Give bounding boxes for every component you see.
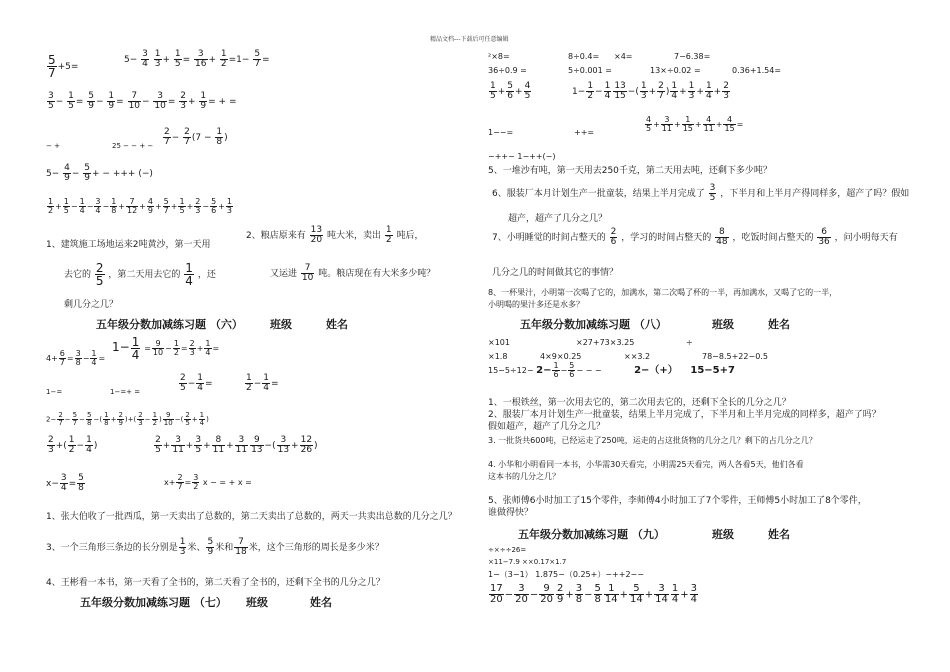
fraction: $\frac{3}{2}$ xyxy=(193,473,199,491)
fraction: $\frac{5}{8}$ xyxy=(87,411,92,427)
section-8-class: 班级 xyxy=(712,318,734,331)
fraction: $\frac{5}{7}$ xyxy=(254,49,261,69)
fraction: $\frac{5}{6}$ xyxy=(211,197,217,215)
right-row-5: −++− 1−++(−) xyxy=(488,152,556,161)
s8-row-1-b: ×27+73×3.25 xyxy=(576,338,635,347)
left-row-3a: − + xyxy=(46,142,60,150)
fraction: $\frac{17}{20}$ xyxy=(490,583,503,605)
s6-problem-3: 3、一个三角形三条边的长分别是 $\frac{1}{3}$ 米、 $\frac{5}{9}$ 米和 $\frac{7}{18}$ 米，这个三角形的周长是多少米？ xyxy=(46,537,384,557)
right-row-1-d: 7−6.38= xyxy=(674,52,711,61)
fraction: $\frac{3}{8}$ xyxy=(575,583,583,605)
left-row-2: $\frac{3}{5}$ − $\frac{1}{5}$ = $\frac{5}{9}$ − $\frac{1}{9}$ = $\frac{7}{10}$ − $\frac{3}{10}$ = $\frac{2}{3}$ + $\frac{1}{9}$ = + = xyxy=(48,91,237,111)
fraction: $\frac{5}{9}$ xyxy=(88,91,95,111)
fraction: $\frac{4}{11}$ xyxy=(703,115,714,133)
problem-2-b xyxy=(270,264,435,283)
fraction: $\frac{13}{15}$ xyxy=(614,81,626,101)
fraction: $\frac{1}{6}$ xyxy=(553,361,559,379)
s6-row-5b: x+ $\frac{2}{7}$ = $\frac{3}{2}$ x − = + x = xyxy=(164,473,252,491)
right-row-2-d: 0.36+1.54= xyxy=(732,66,782,75)
fraction: $\frac{2}{3}$ xyxy=(180,91,187,111)
fraction: $\frac{1}{5}$ xyxy=(63,197,69,215)
fraction: $\frac{3}{5}$ xyxy=(48,91,54,111)
section-6-class: 班级 xyxy=(270,318,292,331)
fraction: $\frac{7}{10}$ xyxy=(128,91,141,111)
left-row-5: $\frac{1}{2}$ + $\frac{1}{5}$ − $\frac{1}{4}$ − $\frac{3}{4}$ − $\frac{1}{8}$ + $\frac{7}{12}$ + $\frac{4}{9}$ + $\frac{5}{7}$ + $\frac{1}{5}$ + $\frac{2}{3}$ − $\frac{5}{6}$ + $\frac{1}{3}$ xyxy=(48,197,232,215)
fraction: $\frac{2}{5}$ xyxy=(185,411,190,427)
fraction: $\frac{5}{14}$ xyxy=(630,583,643,605)
s8-row-2-d: 78−8.5+22−0.5 xyxy=(702,352,768,361)
fraction: $\frac{1}{3}$ xyxy=(640,81,647,101)
fraction: $\frac{4}{15}$ xyxy=(724,115,735,133)
fraction: $\frac{1}{4}$ xyxy=(131,335,140,362)
right-row-4-a: 1−−= xyxy=(488,128,514,137)
fraction: $\frac{2}{3}$ xyxy=(48,435,54,455)
section-7-name: 姓名 xyxy=(310,596,332,609)
s6-problem-4: 4、王彬看一本书，第一天看了全书的，第二天看了全书的，还剩下全书的几分之几？ xyxy=(46,578,385,588)
s6-row-5a: x− $\frac{3}{4}$ = $\frac{5}{8}$ xyxy=(46,473,84,493)
fraction: $\frac{4}{9}$ xyxy=(64,163,70,183)
fraction: $\frac{2}{9}$ xyxy=(556,583,564,605)
fraction: $\frac{5}{6}$ xyxy=(507,81,514,101)
right-problem-8-a: 8、一杯果汁，小明第一次喝了它的，加满水，第二次喝了杯的一半，再加满水，又喝了它的一半， xyxy=(488,288,838,297)
fraction: $\frac{1}{4}$ xyxy=(199,411,205,427)
right-problem-8-b: 小明喝的果汁多还是水多？ xyxy=(488,300,584,309)
fraction: $\frac{3}{8}$ xyxy=(75,349,81,367)
fraction: $\frac{3}{20}$ xyxy=(515,583,528,605)
fraction: $\frac{2}{7}$ xyxy=(658,81,664,101)
section-6-title: 五年级分数加减练习题 （六） xyxy=(96,318,243,331)
section-6-name: 姓名 xyxy=(326,318,348,331)
left-row-1-eq: 5− $\frac{3}{4}$ $\frac{1}{3}$ + $\frac{1}{5}$ = $\frac{3}{16}$ + $\frac{1}{2}$ =1− $\frac{5}{7}$ = xyxy=(124,49,270,69)
problem-2-text: 又运进 xyxy=(270,269,298,279)
page-header: 精品文档---下载后可任意编辑 xyxy=(430,36,509,43)
fraction: $\frac{1}{4}$ xyxy=(79,197,85,215)
fraction: $\frac{7}{18}$ xyxy=(235,537,247,557)
fraction: $\frac{1}{3}$ xyxy=(688,81,695,101)
fraction: $\frac{2}{7}$ xyxy=(58,411,63,427)
fraction: $\frac{1}{14}$ xyxy=(604,583,618,605)
problem-2-text: 吨后， xyxy=(396,231,424,241)
fraction: $\frac{1}{4}$ xyxy=(91,349,97,367)
problem-1-text: ，第二天用去它的 xyxy=(108,270,181,280)
fraction: $\frac{1}{2}$ xyxy=(68,435,75,455)
fraction: $\frac{7}{10}$ xyxy=(301,263,314,283)
fraction: $\frac{1}{9}$ xyxy=(200,91,207,111)
problem-7-text: 7、小明睡觉的时间占整天的 xyxy=(492,233,606,243)
fraction: $\frac{1}{2}$ xyxy=(385,225,392,245)
fraction: $\frac{5}{6}$ xyxy=(569,361,575,379)
s6-row-2b: 1−=+ = xyxy=(110,388,141,396)
right-row-3: $\frac{1}{5}$ + $\frac{5}{6}$ + $\frac{4}{5}$ 1− $\frac{1}{2}$ − $\frac{1}{4}$ $\frac{13}{15}$ −( $\frac{1}{3}$ + $\frac{2}{7}$ ) $\frac{1}{4}$ + $\frac{1}{3}$ + $\frac{1}{4}$ + $\frac{2}{3}$ xyxy=(490,81,729,101)
problem-7-text: ，学习的时间占整天的 xyxy=(621,233,712,243)
section-7-class: 班级 xyxy=(246,596,268,609)
fraction: $\frac{5}{7}$ xyxy=(163,197,169,215)
right-problem-5: 5、一堆沙有吨，第一天用去250千克，第二天用去吨，还剩下多少吨？ xyxy=(488,166,772,176)
section-8-title: 五年级分数加减练习题 （八） xyxy=(520,318,667,331)
fraction: $\frac{7}{12}$ xyxy=(126,197,138,215)
s6-row-2c: $\frac{2}{5}$ − $\frac{1}{4}$ = xyxy=(180,373,213,393)
problem-7-text: ，问小明每天有 xyxy=(834,233,898,243)
section-8-name: 姓名 xyxy=(768,318,790,331)
fraction: $\frac{2}{7}$ xyxy=(164,127,170,147)
fraction: $\frac{5}{7}$ xyxy=(72,411,78,427)
right-problem-7-e: 几分之几的时间做其它的事情？ xyxy=(492,268,619,278)
right-problem-6-c: 超产，超产了几分之几？ xyxy=(508,214,608,224)
fraction: $\frac{1}{5}$ xyxy=(490,81,496,101)
fraction: $\frac{3}{11}$ xyxy=(172,435,184,455)
fraction: $\frac{1}{2}$ xyxy=(173,339,179,357)
fraction: $\frac{3}{10}$ xyxy=(154,91,166,111)
s9-row-4: $\frac{17}{20}$ − $\frac{3}{20}$ − $\frac{9}{20}$ $\frac{2}{9}$ + $\frac{3}{8}$ − $\frac{5}{8}$ $\frac{1}{14}$ + $\frac{5}{14}$ + $\frac{3}{14}$ $\frac{1}{4}$ + $\frac{3}{4}$ xyxy=(490,583,698,605)
s8-problem-2: 2、服装厂本月计划生产一批童装，结果上半月完成了，下半月和上半月完成的同样多，超产了吗？ xyxy=(488,410,881,420)
fraction: $\frac{2}{3}$ xyxy=(195,197,201,215)
right-row-1-b: 8÷0.4= xyxy=(568,52,600,61)
problem-2-text: 吨。粮店现在有大米多少吨？ xyxy=(318,269,436,279)
fraction: $\frac{3}{4}$ xyxy=(60,473,67,493)
s8-problem-5: 5、张师傅6小时加工了15个零件，李师傅4小时加工了7个零件，王师傅5小时加工了8个零件， xyxy=(488,496,867,506)
fraction: $\frac{1}{4}$ xyxy=(671,81,678,101)
fraction: $\frac{3}{14}$ xyxy=(655,583,668,605)
s8-problem-3: 3. 一批货共600吨，已经运走了250吨，运走的占这批货物的几分之几？剩下的占几分之几？ xyxy=(488,436,817,445)
section-9-title: 五年级分数加减练习题 （九） xyxy=(518,528,665,541)
fraction: $\frac{3}{11}$ xyxy=(235,435,248,455)
fraction: $\frac{5}{9}$ xyxy=(84,163,91,183)
fraction: $\frac{1}{3}$ xyxy=(154,49,161,69)
left-row-3c: $\frac{2}{7}$ − $\frac{2}{7}$ (7 − $\frac{1}{8}$ ) xyxy=(164,127,228,147)
s8-problem-4b: 这本书的几分之几？ xyxy=(488,472,560,481)
fraction: $\frac{9}{10}$ xyxy=(152,339,164,357)
fraction: $\frac{1}{3}$ xyxy=(226,197,232,215)
s6-row-2d: $\frac{1}{2}$ − $\frac{1}{4}$ = xyxy=(246,373,279,393)
fraction: $\frac{5}{8}$ xyxy=(594,583,601,605)
right-row-4-b: ++= xyxy=(574,128,595,137)
s8-row-1-c: ÷ xyxy=(686,338,693,347)
fraction: $\frac{1}{2}$ xyxy=(587,81,594,101)
fraction: $\frac{1}{3}$ xyxy=(179,537,186,557)
section-9-class: 班级 xyxy=(712,528,734,541)
fraction: $\frac{2}{5}$ xyxy=(180,373,186,393)
s6-row-3: 2− $\frac{2}{7}$ − $\frac{5}{7}$ − $\frac{5}{8}$ −( $\frac{1}{8}$ + $\frac{2}{9}$ )+( $\frac{2}{3}$ − $\frac{1}{2}$ ) $\frac{9}{10}$ −( $\frac{2}{5}$ + $\frac{1}{4}$ ) xyxy=(46,411,209,427)
problem-6-text: ，下半月和上半月产得同样多，超产了吗？假如 xyxy=(720,189,910,199)
left-row-3b: 25 − − + − xyxy=(112,142,154,150)
fraction: $\frac{1}{4}$ xyxy=(604,81,611,101)
fraction: $\frac{1}{8}$ xyxy=(104,411,109,427)
s6-row-1b: 1− $\frac{1}{4}$ = $\frac{9}{10}$ − $\frac{1}{2}$ = $\frac{2}{3}$ + $\frac{1}{4}$ = xyxy=(112,335,220,362)
fraction: $\frac{1}{8}$ xyxy=(216,127,223,147)
fraction: $\frac{1}{2}$ xyxy=(220,49,227,69)
s8-row-1-a: ×101 xyxy=(488,338,510,347)
fraction: $\frac{3}{5}$ xyxy=(195,435,202,455)
fraction: $\frac{1}{5}$ xyxy=(68,91,74,111)
fraction: $\frac{8}{11}$ xyxy=(212,435,225,455)
fraction: $\frac{1}{5}$ xyxy=(179,197,185,215)
section-7-title: 五年级分数加减练习题 （七） xyxy=(80,596,227,609)
fraction: $\frac{5}{9}$ xyxy=(207,537,214,557)
fraction: $\frac{1}{2}$ xyxy=(48,197,54,215)
fraction: $\frac{9}{20}$ xyxy=(540,583,553,605)
fraction: $\frac{2}{6}$ xyxy=(610,227,617,247)
problem-1-text: 去它的 xyxy=(64,270,92,280)
problem-6-text: 6、服装厂本月计划生产一批童装，结果上半月完成了 xyxy=(492,189,705,199)
right-row-4-c: $\frac{4}{5}$ + $\frac{3}{11}$ + $\frac{1}{15}$ + $\frac{4}{11}$ + $\frac{4}{15}$ = xyxy=(646,115,744,133)
fraction: $\frac{6}{7}$ xyxy=(59,349,65,367)
problem-1-e: 剩几分之几？ xyxy=(64,300,119,310)
s6-row-2a: 1−= xyxy=(46,388,63,396)
fraction: $\frac{1}{2}$ xyxy=(246,373,252,393)
s9-row-2: ×11−7.9 ××0.17×1.7 xyxy=(488,558,567,566)
s8-row-2-a: ×1.8 xyxy=(488,352,508,361)
fraction: $\frac{5}{8}$ xyxy=(78,473,84,493)
right-row-2-b: 5÷0.001 = xyxy=(568,66,612,75)
fraction: $\frac{9}{13}$ xyxy=(251,435,263,455)
fraction: $\frac{2}{3}$ xyxy=(723,81,729,101)
problem-7-text: ，吃饭时间占整天的 xyxy=(732,233,814,243)
s8-row-2-b: 4×9×0.25 xyxy=(540,352,582,361)
fraction: $\frac{4}{9}$ xyxy=(147,197,153,215)
s8-problem-2b: 假如超产，超产了几分之几？ xyxy=(488,422,606,432)
fraction: $\frac{1}{4}$ xyxy=(705,81,712,101)
problem-1-b xyxy=(64,262,216,287)
fraction: $\frac{1}{4}$ xyxy=(197,373,204,393)
problem-2-text: 吨大米，卖出 xyxy=(326,231,381,241)
fraction: $\frac{3}{4}$ xyxy=(690,583,698,605)
left-row-4: 5− $\frac{4}{9}$ − $\frac{5}{9}$ + − +++ (−) xyxy=(46,163,153,183)
fraction: $\frac{1}{9}$ xyxy=(108,91,115,111)
fraction: $\frac{1}{15}$ xyxy=(682,115,693,133)
s6-row-1: 4+ $\frac{6}{7}$ = $\frac{3}{8}$ − $\frac{1}{4}$ = xyxy=(46,349,106,367)
right-row-2-c: 13×÷0.02 = xyxy=(650,66,701,75)
problem-1-text: ，还 xyxy=(197,270,216,280)
s8-row-2-c: ××3.2 xyxy=(624,352,651,361)
right-row-2-a: 36÷0.9 = xyxy=(488,66,527,75)
s8-problem-4: 4. 小华和小明看同一本书，小华需30天看完，小明需25天看完，两人各看5天，他们各看 xyxy=(488,460,804,469)
fraction: $\frac{1}{4}$ xyxy=(671,583,679,605)
fraction: $\frac{1}{4}$ xyxy=(205,339,211,357)
fraction: $\frac{13}{20}$ xyxy=(310,225,323,245)
fraction: $\frac{9}{10}$ xyxy=(163,411,173,427)
fraction: $\frac{6}{36}$ xyxy=(818,227,830,247)
left-row-1: $\frac{5}{7}$ +5= xyxy=(48,53,79,80)
fraction: $\frac{4}{5}$ xyxy=(524,81,531,101)
right-problem-6-a xyxy=(492,184,909,203)
s9-row-3: 1−（3−1） 1.875−（0.25+）−++2−− xyxy=(488,570,644,579)
right-row-1-a: ²×8= xyxy=(488,52,510,61)
fraction: $\frac{12}{26}$ xyxy=(300,435,313,455)
fraction: $\frac{3}{4}$ xyxy=(142,49,148,69)
s6-row-4: $\frac{2}{3}$ +( $\frac{1}{2}$ − $\frac{1}{4}$ ) $\frac{2}{5}$ + $\frac{3}{11}$ + $\frac{3}{5}$ + $\frac{8}{11}$ + $\frac{3}{11}$ $\frac{9}{13}$ −( $\frac{3}{13}$ + $\frac{12}{26}$ ) xyxy=(48,435,318,455)
fraction: $\frac{3}{11}$ xyxy=(661,115,672,133)
right-row-1-c: ×4= xyxy=(614,52,633,61)
section-9-name: 姓名 xyxy=(768,528,790,541)
fraction: $\frac{2}{5}$ xyxy=(155,435,161,455)
problem-1-a: 1、建筑施工场地运来2吨黄沙，第一天用 xyxy=(46,240,211,250)
fraction: $\frac{3}{5}$ xyxy=(709,183,716,203)
fraction: $\frac{1}{4}$ xyxy=(185,261,193,288)
fraction: $\frac{3}{4}$ xyxy=(95,197,101,215)
s8-row-3: 15−5÷12− 2− $\frac{1}{6}$ − $\frac{5}{6}$ − − − 2−（+） 15−5+7 xyxy=(488,361,735,379)
fraction: $\frac{2}{9}$ xyxy=(118,411,123,427)
problem-2-text: 2、粮店原来有 xyxy=(246,231,306,241)
fraction: $\frac{2}{3}$ xyxy=(189,339,195,357)
fraction: $\frac{2}{7}$ xyxy=(177,473,183,491)
fraction: $\frac{1}{8}$ xyxy=(111,197,117,215)
fraction: $\frac{1}{4}$ xyxy=(86,435,92,455)
right-problem-7 xyxy=(492,228,898,247)
fraction: $\frac{8}{48}$ xyxy=(716,227,728,247)
s8-problem-1: 1、一根铁丝，第一次用去它的，第二次用去它的，还剩下全长的几分之几？ xyxy=(488,398,791,408)
fraction: $\frac{1}{2}$ xyxy=(152,411,158,427)
fraction: $\frac{3}{13}$ xyxy=(277,435,290,455)
s9-row-1: ÷×÷÷26= xyxy=(488,546,527,554)
fraction: $\frac{1}{4}$ xyxy=(263,373,270,393)
fraction: $\frac{2}{7}$ xyxy=(184,127,190,147)
fraction: $\frac{3}{16}$ xyxy=(195,49,207,69)
fraction: $\frac{4}{5}$ xyxy=(646,115,652,133)
s6-problem-1: 1、张大伯收了一批西瓜，第一天卖出了总数的，第二天卖出了总数的，两天一共卖出总数的几分之几？ xyxy=(46,512,457,522)
problem-2-a xyxy=(246,226,423,245)
fraction: $\frac{1}{5}$ xyxy=(174,49,181,69)
s8-problem-5b: 谁做得快？ xyxy=(488,508,534,518)
fraction: $\frac{5}{7}$ xyxy=(48,53,56,80)
fraction: $\frac{2}{3}$ xyxy=(138,411,143,427)
fraction: $\frac{2}{5}$ xyxy=(95,261,104,288)
